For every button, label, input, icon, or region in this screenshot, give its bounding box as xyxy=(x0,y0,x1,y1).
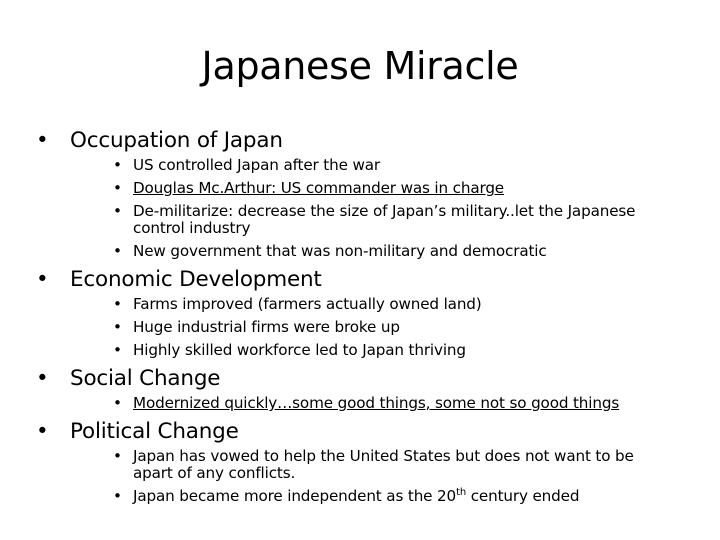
list-item: • Modernized quickly…some good things, some not so good things xyxy=(113,394,620,412)
bullet-icon: • xyxy=(36,366,49,391)
bullet-icon: • xyxy=(113,295,122,313)
list-item: • Farms improved (farmers actually owned land) xyxy=(113,295,482,313)
list-item: • US controlled Japan after the war xyxy=(113,156,380,174)
list-item: • New government that was non-military and democratic xyxy=(113,242,547,260)
bullet-icon: • xyxy=(36,128,49,153)
list-item: • Huge industrial firms were broke up xyxy=(113,318,400,336)
bullet-icon: • xyxy=(36,419,49,444)
list-item: • Japan became more independent as the 20th century ended xyxy=(113,486,580,505)
list-item: • De-militarize: decrease the size of Japan’s military..let the Japanese control industry xyxy=(113,202,636,237)
bullet-icon: • xyxy=(113,447,122,465)
list-item: • Highly skilled workforce led to Japan thriving xyxy=(113,341,466,359)
bullet-icon: • xyxy=(113,179,122,197)
list-item: • Japan has vowed to help the United States but does not want to be apart of any conflicts. xyxy=(113,447,634,482)
bullet-icon: • xyxy=(113,242,122,260)
bullet-icon: • xyxy=(113,156,122,174)
list-item: • Douglas Mc.Arthur: US commander was in charge xyxy=(113,179,505,197)
slide: Japanese Miracle • Occupation of Japan • US controlled Japan after the war • Douglas Mc.Arthur: US commander was in charge • De-militarize: decrease the size of Japan’s military..let the Japanese control industry • New government that was non-military and democratic • Economic Development • Farms improved (farmers actually owned land) • Huge industrial firms were broke up • Highly skilled workforce led to Japan thriving • Social Change • Modernized quickly…some good things, some not so good things • Political Change • Japan has vowed to help the United States but does not want to be apart of any conflicts. • Japan became more independent as the 20th century ended xyxy=(0,0,720,540)
bullet-icon: • xyxy=(113,318,122,336)
bullet-icon: • xyxy=(113,202,122,220)
bullet-icon: • xyxy=(36,267,49,292)
slide-title: Japanese Miracle xyxy=(201,44,519,88)
bullet-icon: • xyxy=(113,341,122,359)
bullet-icon: • xyxy=(113,394,122,412)
bullet-icon: • xyxy=(113,487,122,505)
